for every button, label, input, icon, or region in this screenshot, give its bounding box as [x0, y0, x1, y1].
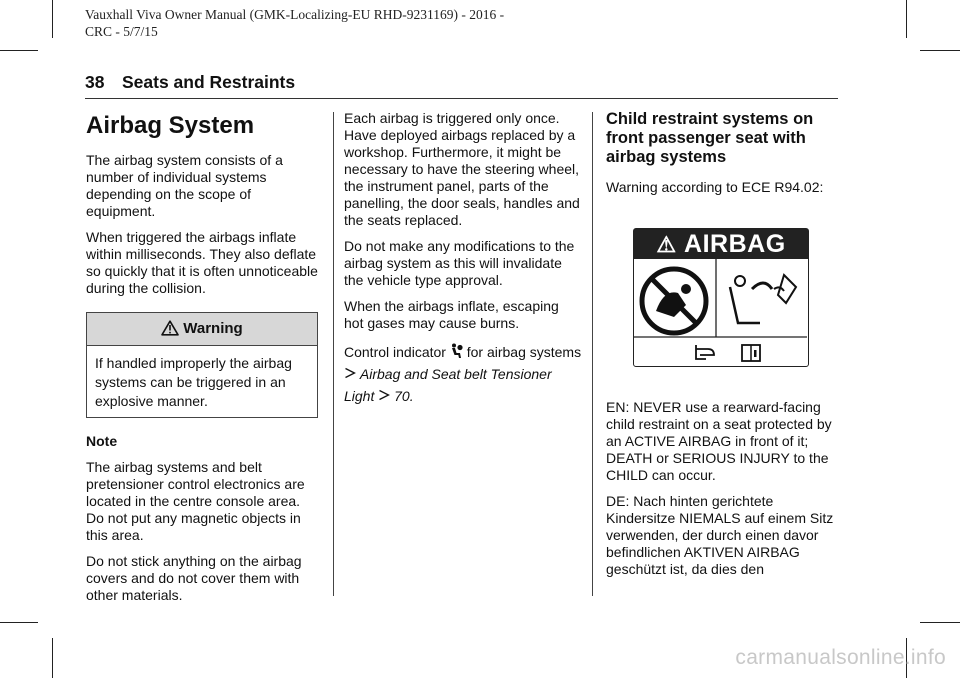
column-divider [333, 112, 334, 596]
airbag-label-bar: ⚠ AIRBAG [634, 229, 808, 259]
section-heading: Child restraint systems on front passenger seat with airbag systems [606, 110, 814, 166]
column-2 [344, 110, 582, 416]
reference-arrow-icon [344, 367, 356, 379]
paragraph: Do not stick anything on the airbag covers and do not cover them with other materials. [86, 553, 302, 603]
crop-mark [52, 638, 53, 678]
column-1 [86, 112, 321, 613]
indicator-text-b: for airbag systems [466, 344, 582, 360]
column-divider [592, 112, 593, 596]
seat-airbag-icon [730, 275, 796, 323]
column-3-lower [606, 399, 842, 587]
warning-box [86, 312, 318, 418]
hand-pointer-icon [696, 345, 714, 359]
crop-mark [0, 50, 38, 51]
crop-mark [0, 622, 38, 623]
crop-mark [906, 0, 907, 38]
paragraph-indicator [344, 341, 582, 407]
note-title: Note [86, 433, 118, 449]
section-title: Seats and Restraints [122, 72, 296, 92]
paragraph: The airbag system consists of a number of individual systems depending on the scope of equipment. [86, 152, 283, 219]
document-meta [85, 6, 504, 40]
paragraph: When triggered the airbags inflate within milliseconds. They also deflate so quickly that it is often unnoticeable during the collision. [86, 229, 318, 296]
document-meta-line2: CRC - 5/7/15 [85, 24, 158, 39]
paragraph: Warning according to ECE R94.02: [606, 179, 824, 195]
paragraph: When the airbags inflate, escaping hot gases may cause burns. [344, 298, 559, 331]
airbag-label-pictograms [634, 259, 807, 365]
reference-arrow-icon [378, 389, 390, 401]
column-3 [606, 110, 842, 205]
note-text: The airbag systems and belt pretensioner control electronics are located in the centre console area. Do not put any magnetic objects in this area. [86, 459, 305, 543]
crop-mark [920, 50, 960, 51]
crop-mark [52, 0, 53, 38]
manual-book-icon [742, 345, 760, 361]
page-header [85, 72, 838, 99]
document-meta-line1: Vauxhall Viva Owner Manual (GMK-Localizing-EU RHD-9231169) - 2016 - [85, 7, 505, 22]
crop-mark [920, 622, 960, 623]
warning-text: If handled improperly the airbag systems can be triggered in an explosive manner. [95, 355, 292, 409]
airbag-label-text: AIRBAG [684, 230, 786, 258]
paragraph-en: EN: NEVER use a rearward-facing child restraint on a seat protected by an ACTIVE AIRBAG in front of it; DEATH or SERIOUS INJURY to the CHILD can occur. [606, 399, 832, 483]
page-title: Airbag System [86, 112, 255, 139]
airbag-indicator-icon [450, 343, 463, 359]
paragraph: Each airbag is triggered only once. Have deployed airbags replaced by a workshop. Furthermore, it might be necessary to have the steering wheel, the instrument panel, parts of the panelling, the door seals, handles and the seats replaced. [344, 110, 580, 228]
warning-triangle-icon [161, 320, 179, 336]
paragraph: Do not make any modifications to the airbag system as this will invalidate the vehicle type approval. [344, 238, 575, 288]
airbag-warning-label [633, 228, 809, 367]
watermark: carmanualsonline.info [735, 646, 946, 669]
indicator-text-a: Control indicator [344, 344, 446, 360]
warning-title: Warning [183, 320, 243, 337]
page-number: 38 [85, 72, 105, 92]
paragraph-de: DE: Nach hinten gerichtete Kindersitze NIEMALS auf einem Sitz verwenden, der durch einen davor befindlichen AKTIVEN AIRBAG geschützt ist, da dies den [606, 493, 834, 577]
no-rear-facing-child-seat-icon [642, 269, 706, 333]
warning-header [87, 313, 317, 346]
cross-reference-page[interactable]: 70. [394, 388, 414, 404]
cross-reference-link[interactable]: Airbag and Seat belt Tensioner Light [344, 366, 552, 404]
